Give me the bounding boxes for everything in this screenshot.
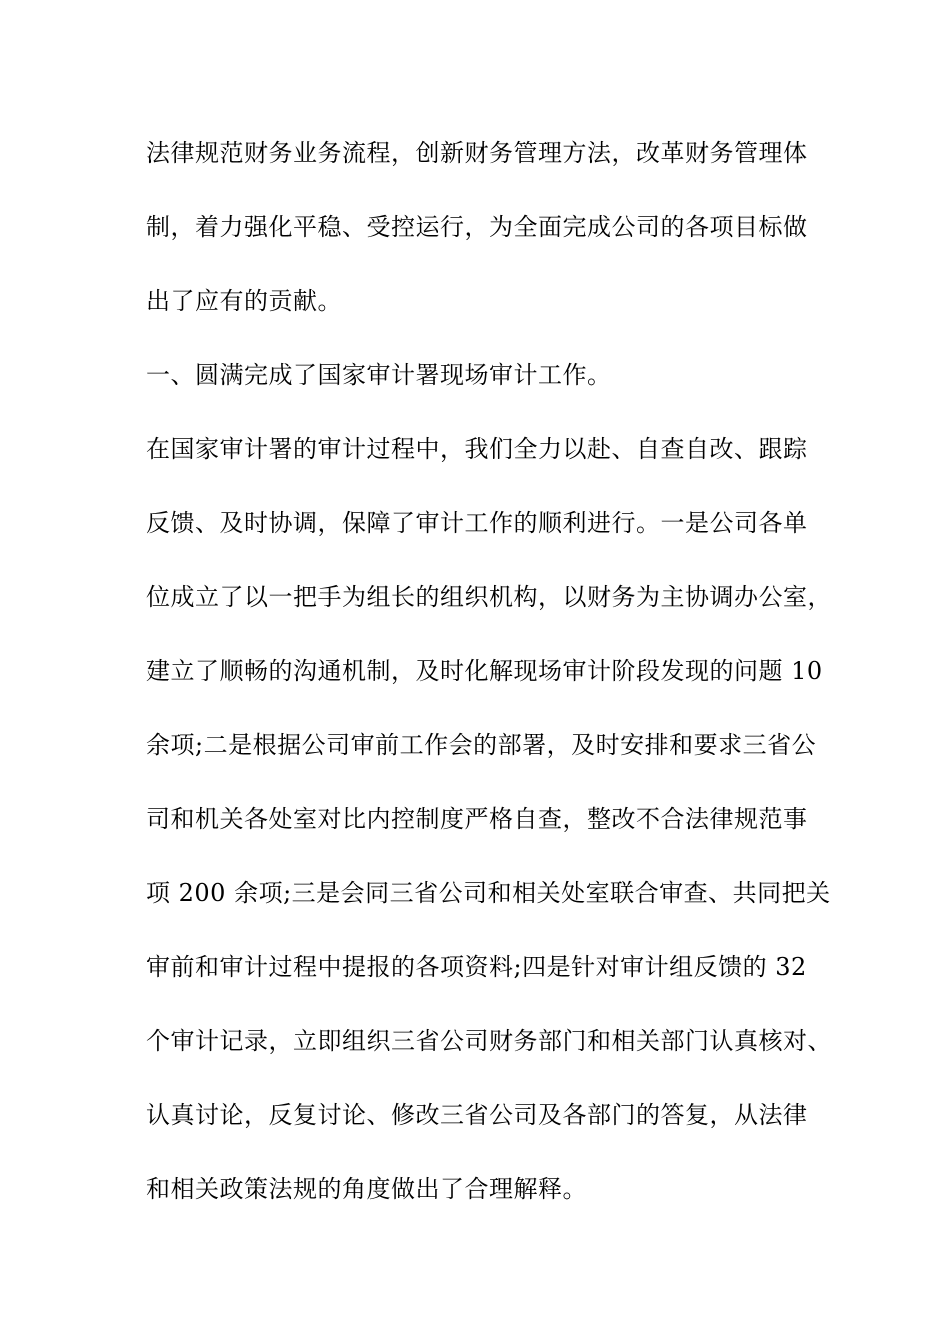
text-line: 出了应有的贡献。 [146, 287, 342, 315]
text-line: 认真讨论，反复讨论、修改三省公司及各部门的答复，从法律 [146, 1101, 808, 1129]
text-line: 余项;二是根据公司审前工作会的部署，及时安排和要求三省公 [146, 731, 817, 759]
text-line: 审前和审计过程中提报的各项资料;四是针对审计组反馈的 32 [146, 953, 807, 981]
text-line: 项 200 余项;三是会同三省公司和相关处室联合审查、共同把关 [146, 879, 831, 907]
section-heading: 一、圆满完成了国家审计署现场审计工作。 [146, 361, 612, 389]
text-line: 反馈、及时协调，保障了审计工作的顺利进行。一是公司各单 [146, 509, 808, 537]
text-line: 个审计记录，立即组织三省公司财务部门和相关部门认真核对、 [146, 1027, 832, 1055]
text-line: 在国家审计署的审计过程中，我们全力以赴、自查自改、跟踪 [146, 435, 808, 463]
text-line: 和相关政策法规的角度做出了合理解释。 [146, 1175, 587, 1203]
text-line: 建立了顺畅的沟通机制，及时化解现场审计阶段发现的问题 10 [146, 657, 823, 685]
text-line: 制，着力强化平稳、受控运行，为全面完成公司的各项目标做 [146, 213, 808, 241]
text-line: 司和机关各处室对比内控制度严格自查，整改不合法律规范事 [146, 805, 808, 833]
text-line: 法律规范财务业务流程，创新财务管理方法，改革财务管理体 [146, 139, 808, 167]
text-line: 位成立了以一把手为组长的组织机构，以财务为主协调办公室， [146, 583, 832, 611]
